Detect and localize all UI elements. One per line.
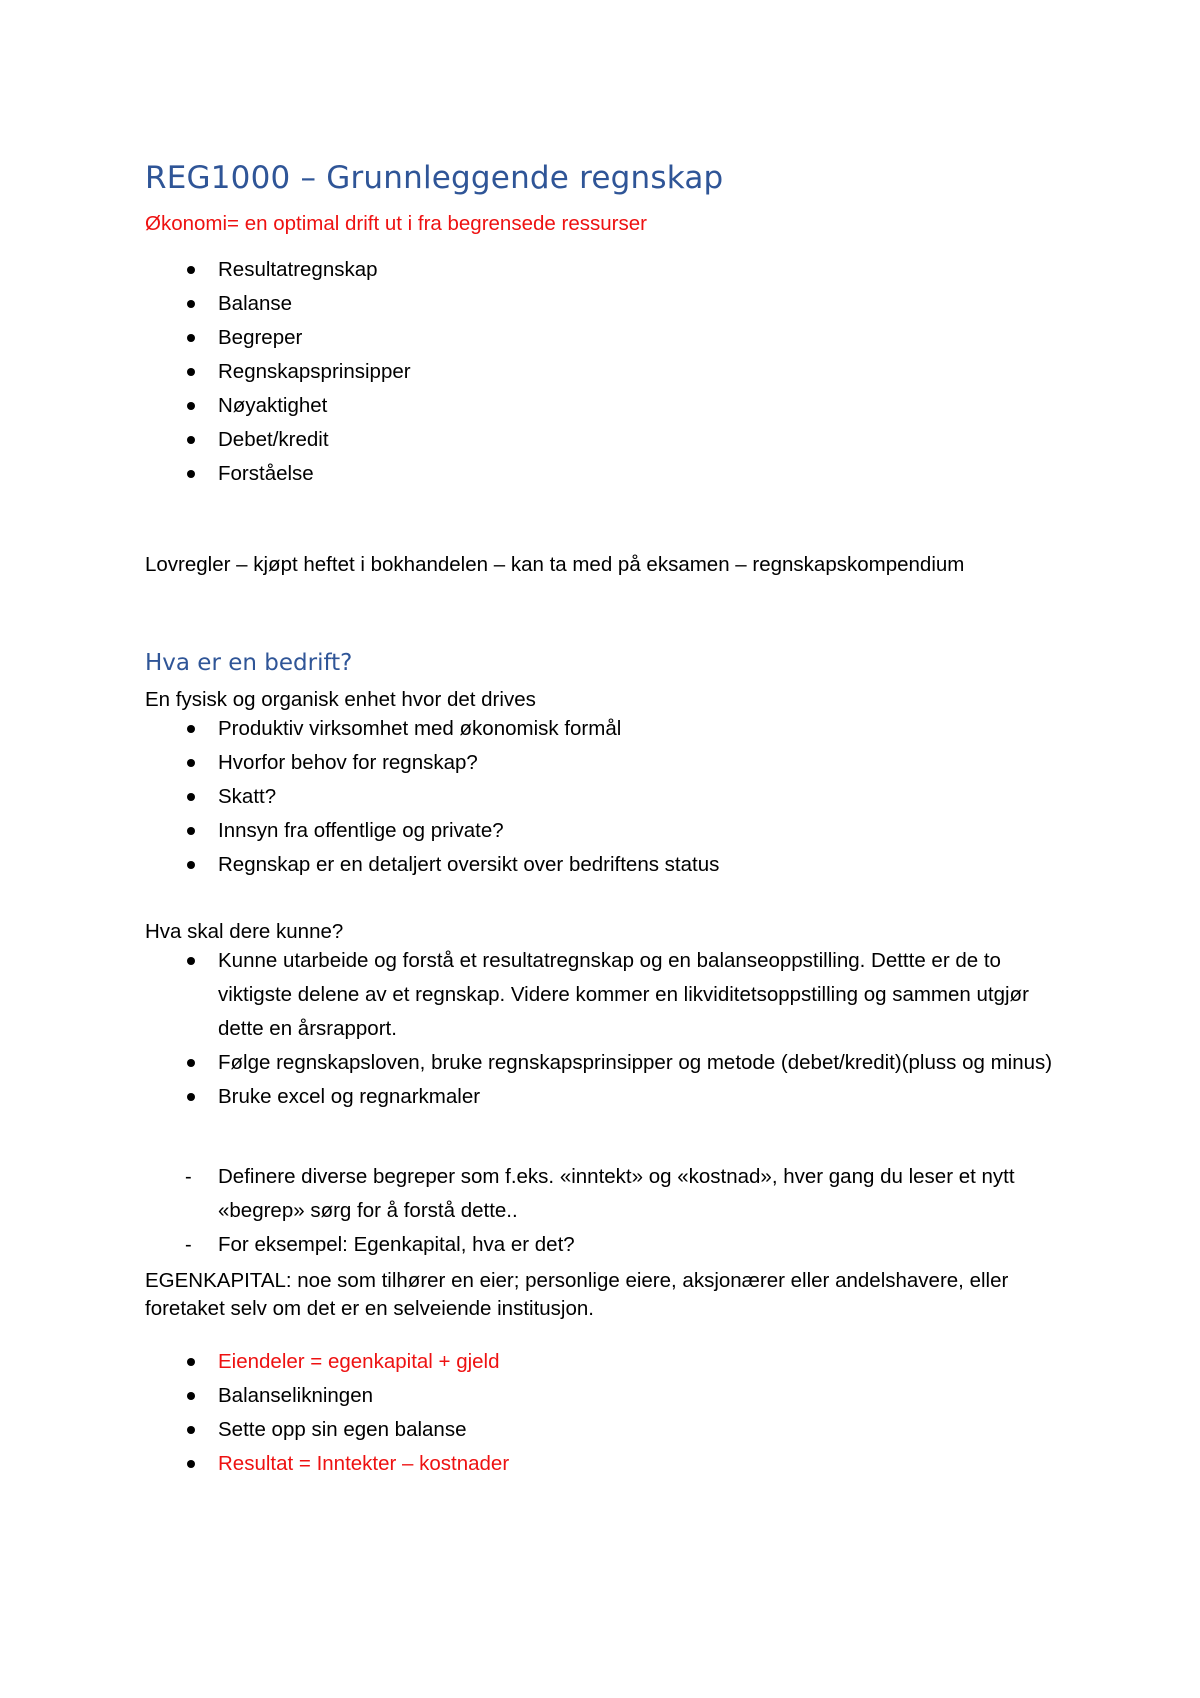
lovregler-paragraph: Lovregler – kjøpt heftet i bokhandelen – kan ta med på eksamen – regnskapskompendium bbox=[145, 553, 965, 576]
list-item: Resultatregnskap bbox=[145, 253, 1075, 287]
bullet-icon bbox=[187, 334, 195, 342]
bullet-icon bbox=[187, 759, 195, 767]
subtitle-definition: Økonomi= en optimal drift ut i fra begrensede ressurser bbox=[145, 212, 647, 235]
egenkapital-definition: EGENKAPITAL: noe som tilhører en eier; personlige eiere, aksjonærer eller andelshavere, eller foretaket selv om det er en selveiende institusjon. bbox=[145, 1269, 1009, 1320]
bullet-icon bbox=[187, 436, 195, 444]
list-item: Produktiv virksomhet med økonomisk formål bbox=[145, 712, 1075, 746]
list-item: Skatt? bbox=[145, 780, 1075, 814]
bullet-icon bbox=[187, 368, 195, 376]
list-item: Følge regnskapsloven, bruke regnskapsprinsipper og metode (debet/kredit)(pluss og minus) bbox=[145, 1046, 1075, 1080]
bullet-icon bbox=[187, 1358, 195, 1366]
bullet-icon bbox=[187, 957, 195, 965]
list-item: Balanselikningen bbox=[145, 1379, 1075, 1413]
page-title: REG1000 – Grunnleggende regnskap bbox=[145, 160, 724, 196]
bedrift-intro: En fysisk og organisk enhet hvor det drives bbox=[145, 688, 536, 711]
list-item: Forståelse bbox=[145, 457, 1075, 491]
bullet-icon bbox=[187, 725, 195, 733]
kunne-intro: Hva skal dere kunne? bbox=[145, 920, 344, 943]
bedrift-list bbox=[145, 712, 1075, 882]
list-item: Bruke excel og regnarkmaler bbox=[145, 1080, 1075, 1114]
list-item: Resultat = Inntekter – kostnader bbox=[145, 1447, 1075, 1481]
bullet-icon bbox=[187, 1426, 195, 1434]
bullet-icon bbox=[187, 266, 195, 274]
bullet-icon bbox=[187, 1093, 195, 1101]
bullet-icon bbox=[187, 861, 195, 869]
list-item: Nøyaktighet bbox=[145, 389, 1075, 423]
list-item: Begreper bbox=[145, 321, 1075, 355]
bullet-icon bbox=[187, 300, 195, 308]
kunne-dash-list bbox=[145, 1160, 1075, 1262]
bullet-icon bbox=[187, 470, 195, 478]
bullet-icon bbox=[187, 827, 195, 835]
list-item: Hvorfor behov for regnskap? bbox=[145, 746, 1075, 780]
list-item: Regnskap er en detaljert oversikt over bedriftens status bbox=[145, 848, 1075, 882]
list-item: Balanse bbox=[145, 287, 1075, 321]
bullet-icon bbox=[187, 1460, 195, 1468]
list-item: - Definere diverse begreper som f.eks. «inntekt» og «kostnad», hver gang du leser et nytt «begrep» sørg for å forstå dette.. bbox=[145, 1160, 1075, 1228]
kunne-list bbox=[145, 944, 1075, 1114]
bullet-icon bbox=[187, 793, 195, 801]
list-item: Eiendeler = egenkapital + gjeld bbox=[145, 1345, 1075, 1379]
list-item: Innsyn fra offentlige og private? bbox=[145, 814, 1075, 848]
list-item: Debet/kredit bbox=[145, 423, 1075, 457]
topics-list bbox=[145, 253, 1075, 491]
section-heading-bedrift: Hva er en bedrift? bbox=[145, 650, 353, 676]
list-item: Sette opp sin egen balanse bbox=[145, 1413, 1075, 1447]
bullet-icon bbox=[187, 1059, 195, 1067]
bullet-icon bbox=[187, 1392, 195, 1400]
bullet-icon bbox=[187, 402, 195, 410]
dash-marker: - bbox=[185, 1234, 192, 1256]
final-list bbox=[145, 1345, 1075, 1481]
list-item: Kunne utarbeide og forstå et resultatregnskap og en balanseoppstilling. Dettte er de to viktigste delene av et regnskap. Videre kommer en likviditetsoppstilling og sammen utgjør dette en årsrapport. bbox=[145, 944, 1075, 1046]
dash-marker: - bbox=[185, 1166, 192, 1188]
list-item: - For eksempel: Egenkapital, hva er det? bbox=[145, 1228, 1075, 1262]
list-item: Regnskapsprinsipper bbox=[145, 355, 1075, 389]
